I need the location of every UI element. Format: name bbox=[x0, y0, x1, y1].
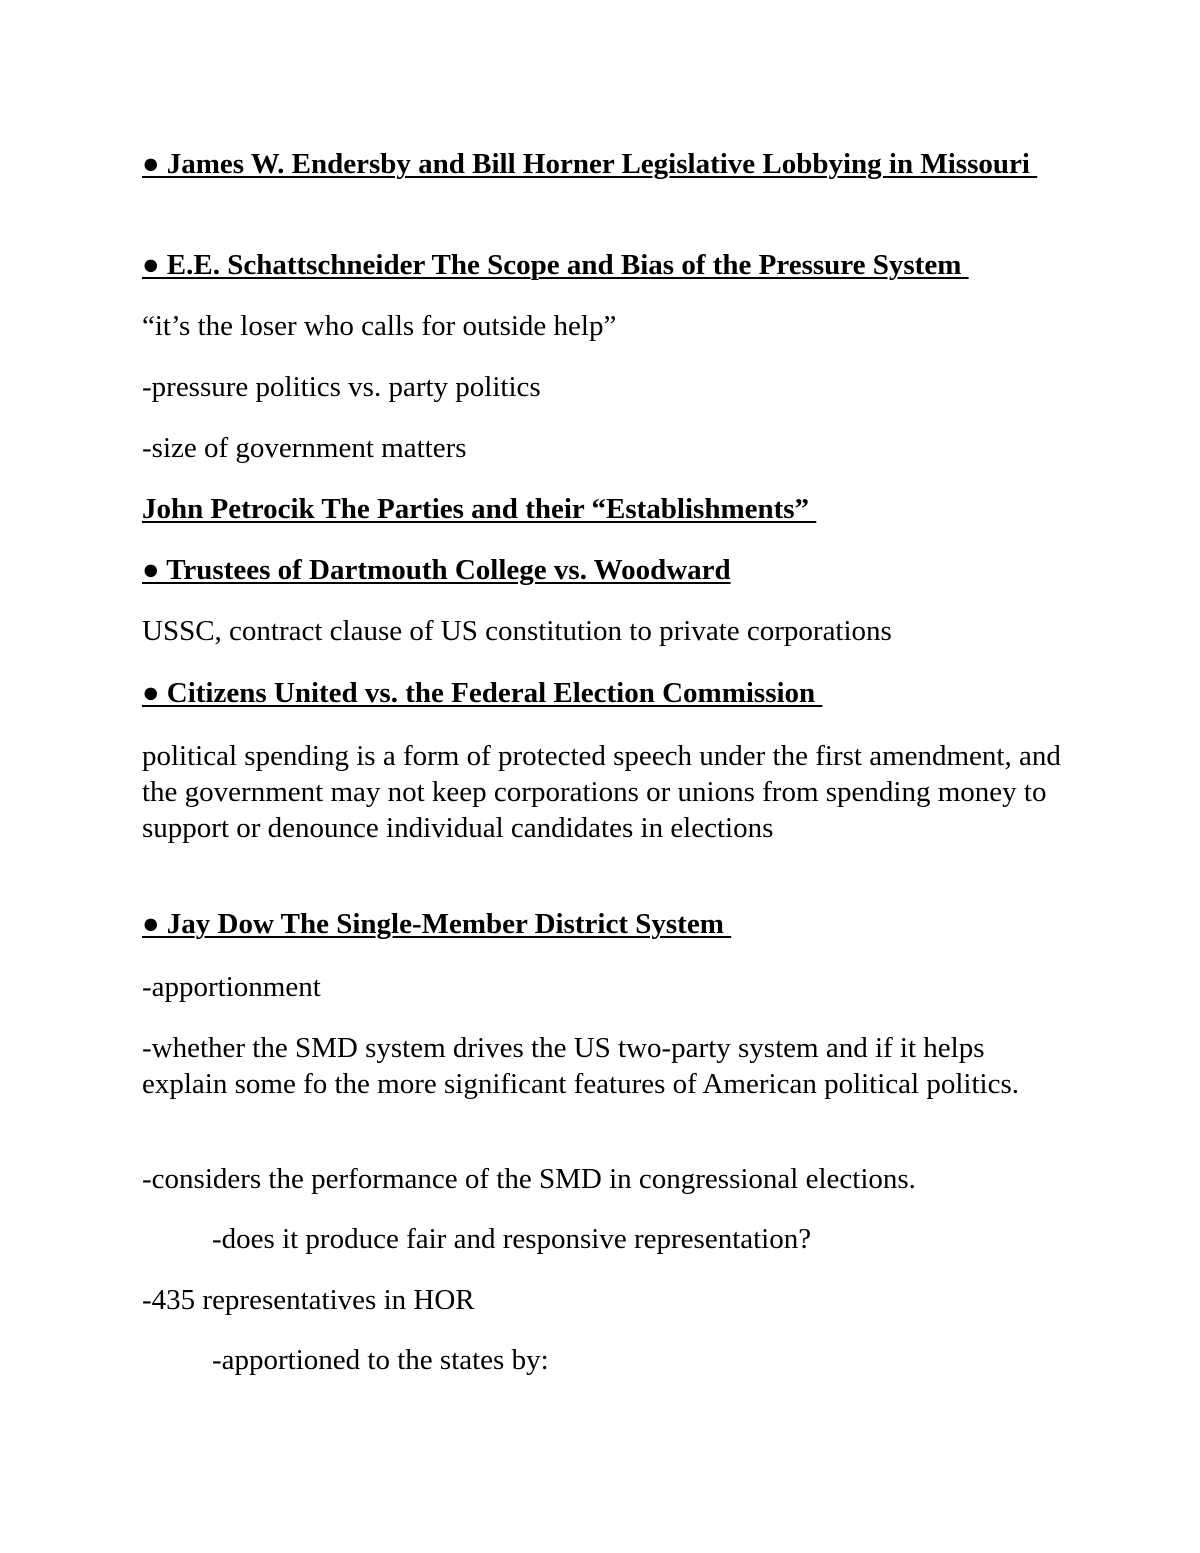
heading-endersby-horner bbox=[142, 146, 1072, 182]
note-size-government: -size of government matters bbox=[142, 432, 467, 464]
note-apportioned-states: -apportioned to the states by: bbox=[212, 1344, 549, 1376]
note-fair-representation: -does it produce fair and responsive representation? bbox=[212, 1223, 812, 1255]
note-ussc: USSC, contract clause of US constitution to private corporations bbox=[142, 615, 892, 647]
heading-text: ● E.E. Schattschneider The Scope and Bias of the Pressure System bbox=[142, 249, 969, 281]
note-smd-two-party: -whether the SMD system drives the US two-party system and if it helps explain some fo the more significant features of American political politics. bbox=[142, 1032, 1019, 1100]
heading-text: ● Jay Dow The Single-Member District System bbox=[142, 908, 732, 940]
note-apportionment: -apportionment bbox=[142, 971, 321, 1003]
heading-text: ● Citizens United vs. the Federal Election Commission bbox=[142, 677, 823, 709]
note-smd-performance: -considers the performance of the SMD in congressional elections. bbox=[142, 1163, 916, 1195]
quote-loser: “it’s the loser who calls for outside help” bbox=[142, 310, 617, 342]
heading-jay-dow bbox=[142, 906, 1072, 942]
heading-text: ● Trustees of Dartmouth College vs. Woodward bbox=[142, 554, 731, 586]
heading-text: ● James W. Endersby and Bill Horner Legislative Lobbying in Missouri bbox=[142, 148, 1038, 180]
heading-petrocik bbox=[142, 491, 1072, 527]
heading-text: John Petrocik The Parties and their “Establishments” bbox=[142, 493, 817, 525]
paragraph-political-spending: political spending is a form of protected speech under the first amendment, and the government may not keep corporations or unions from spending money to support or denounce individual candidates in elections bbox=[142, 740, 1061, 844]
note-435-representatives: -435 representatives in HOR bbox=[142, 1284, 475, 1316]
heading-citizens-united bbox=[142, 675, 1072, 711]
note-pressure-politics: -pressure politics vs. party politics bbox=[142, 371, 541, 403]
heading-schattschneider bbox=[142, 247, 1072, 283]
heading-dartmouth bbox=[142, 552, 1072, 588]
